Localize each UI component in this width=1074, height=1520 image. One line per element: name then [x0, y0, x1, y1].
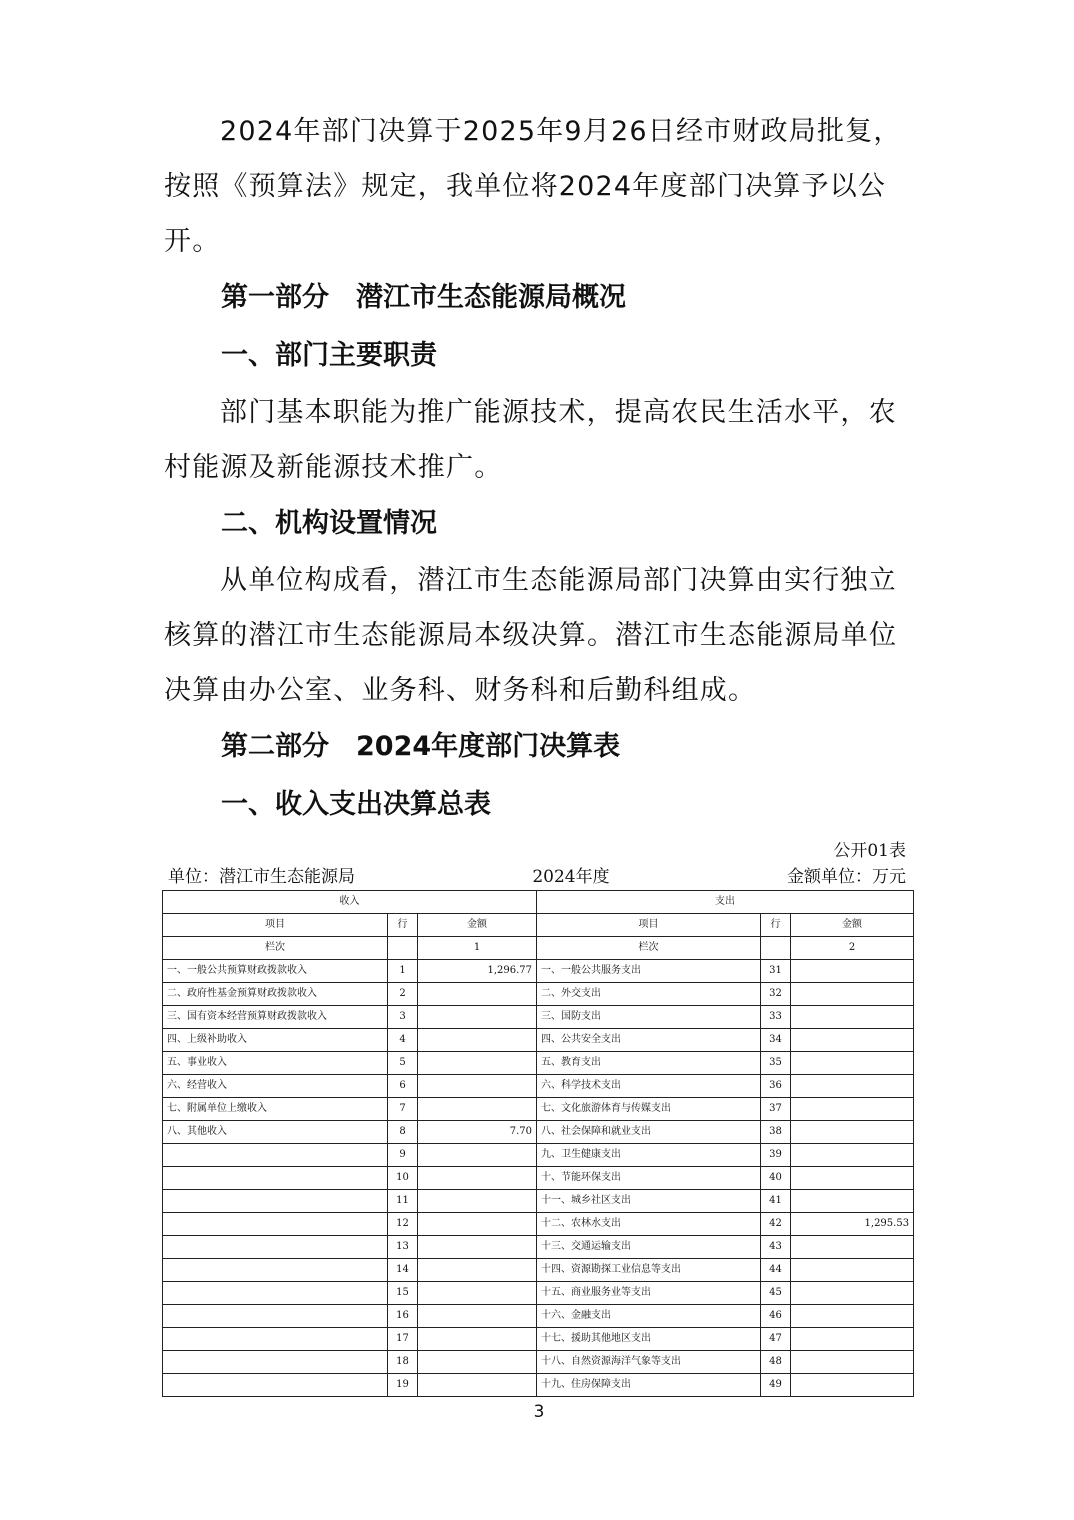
expense-amount-cell [791, 1282, 914, 1305]
expense-amount-cell [791, 1236, 914, 1259]
table-row [163, 1006, 914, 1029]
currency-label: 金额单位：万元 [786, 867, 906, 887]
income-item-cell: 五、事业收入 [163, 1052, 388, 1075]
income-amount-cell [418, 1190, 537, 1213]
income-amount-cell: 7.70 [418, 1121, 537, 1144]
table-column-number-row [163, 937, 914, 960]
table-row [163, 1374, 914, 1397]
empty-cell [388, 937, 418, 960]
expense-amount-cell [791, 1351, 914, 1374]
intro-paragraph [164, 104, 914, 269]
expense-amount-cell [791, 983, 914, 1006]
section1-title: 一、部门主要职责 [221, 340, 437, 371]
expense-amount-cell: 1,295.53 [791, 1213, 914, 1236]
table-row [163, 1052, 914, 1075]
income-amount-cell [418, 1144, 537, 1167]
income-line-cell: 19 [388, 1374, 418, 1397]
expense-amount-cell [791, 1052, 914, 1075]
income-line-cell: 6 [388, 1075, 418, 1098]
expense-item-cell: 九、卫生健康支出 [537, 1144, 761, 1167]
income-line-cell: 5 [388, 1052, 418, 1075]
income-line-cell: 8 [388, 1121, 418, 1144]
income-item-cell [163, 1190, 388, 1213]
expense-line-cell: 40 [761, 1167, 791, 1190]
part1-title: 第一部分 潜江市生态能源局概况 [221, 282, 626, 313]
expense-amount-cell [791, 1190, 914, 1213]
expense-line-cell: 32 [761, 983, 791, 1006]
expense-line-cell: 47 [761, 1328, 791, 1351]
income-amount-cell [418, 983, 537, 1006]
expense-header: 支出 [537, 891, 914, 914]
income-amount-cell [418, 1305, 537, 1328]
income-amount-cell: 1,296.77 [418, 960, 537, 983]
income-item-cell: 二、政府性基金预算财政拨款收入 [163, 983, 388, 1006]
income-line-cell: 12 [388, 1213, 418, 1236]
expense-item-cell: 二、外交支出 [537, 983, 761, 1006]
expense-item-cell: 十五、商业服务业等支出 [537, 1282, 761, 1305]
section2-line: 决算由办公室、业务科、财务科和后勤科组成。 [164, 675, 757, 706]
income-line-cell: 4 [388, 1029, 418, 1052]
income-item-cell: 六、经营收入 [163, 1075, 388, 1098]
document-page [164, 0, 914, 1425]
expense-item-cell: 四、公共安全支出 [537, 1029, 761, 1052]
income-item-cell [163, 1236, 388, 1259]
income-item-cell [163, 1167, 388, 1190]
expense-item-cell: 八、社会保障和就业支出 [537, 1121, 761, 1144]
part2-title: 第二部分 2024年度部门决算表 [221, 731, 621, 762]
income-amount-cell [418, 1328, 537, 1351]
unit-label: 单位：潜江市生态能源局 [168, 867, 355, 887]
income-line-cell: 2 [388, 983, 418, 1006]
expense-item-cell: 十九、住房保障支出 [537, 1374, 761, 1397]
table-meta-row [164, 864, 914, 890]
expense-amount-cell [791, 1328, 914, 1351]
table-row [163, 1167, 914, 1190]
income-amount-cell [418, 1006, 537, 1029]
income-item-cell: 三、国有资本经营预算财政拨款收入 [163, 1006, 388, 1029]
expense-item-cell: 十二、农林水支出 [537, 1213, 761, 1236]
expense-amount-cell [791, 1121, 914, 1144]
income-amount-cell [418, 1351, 537, 1374]
income-item-cell [163, 1282, 388, 1305]
expense-col-number: 2 [791, 937, 914, 960]
income-line-cell: 17 [388, 1328, 418, 1351]
section1-paragraph [164, 385, 914, 495]
income-amount-cell [418, 1052, 537, 1075]
income-line-cell: 13 [388, 1236, 418, 1259]
expense-item-cell: 十、节能环保支出 [537, 1167, 761, 1190]
expense-col-label: 栏次 [537, 937, 761, 960]
income-item-cell: 七、附属单位上缴收入 [163, 1098, 388, 1121]
income-item-cell [163, 1259, 388, 1282]
section2-title: 二、机构设置情况 [221, 508, 437, 539]
table-row [163, 1144, 914, 1167]
table-group-header-row [163, 891, 914, 914]
expense-line-cell: 38 [761, 1121, 791, 1144]
expense-amount-cell [791, 1167, 914, 1190]
expense-amount-cell [791, 1374, 914, 1397]
table-column-header-row [163, 914, 914, 937]
section1-line: 部门基本职能为推广能源技术，提高农民生活水平，农 [220, 397, 897, 428]
page-number: 3 [533, 1402, 545, 1422]
table-row [163, 1305, 914, 1328]
intro-line: 开。 [164, 226, 221, 257]
table-row [163, 1259, 914, 1282]
income-line-header: 行 [388, 914, 418, 937]
income-amount-cell [418, 1374, 537, 1397]
income-expense-table [162, 890, 914, 1397]
table-row [163, 1029, 914, 1052]
table-row [163, 1213, 914, 1236]
table-title: 一、收入支出决算总表 [221, 789, 491, 820]
income-line-cell: 15 [388, 1282, 418, 1305]
expense-item-cell: 十三、交通运输支出 [537, 1236, 761, 1259]
table-row [163, 1236, 914, 1259]
expense-line-cell: 34 [761, 1029, 791, 1052]
income-amount-header: 金额 [418, 914, 537, 937]
income-item-cell [163, 1328, 388, 1351]
income-line-cell: 1 [388, 960, 418, 983]
table-row [163, 1328, 914, 1351]
year-label: 2024年度 [532, 867, 610, 887]
expense-amount-cell [791, 1098, 914, 1121]
expense-item-cell: 七、文化旅游体育与传媒支出 [537, 1098, 761, 1121]
section2-line: 从单位构成看，潜江市生态能源局部门决算由实行独立 [220, 565, 897, 596]
form-number: 公开01表 [833, 841, 906, 861]
expense-line-cell: 46 [761, 1305, 791, 1328]
income-item-cell: 一、一般公共预算财政拨款收入 [163, 960, 388, 983]
income-amount-cell [418, 1282, 537, 1305]
income-col-number: 1 [418, 937, 537, 960]
income-amount-cell [418, 1236, 537, 1259]
expense-line-cell: 35 [761, 1052, 791, 1075]
income-line-cell: 7 [388, 1098, 418, 1121]
expense-item-cell: 五、教育支出 [537, 1052, 761, 1075]
income-amount-cell [418, 1029, 537, 1052]
expense-item-cell: 三、国防支出 [537, 1006, 761, 1029]
expense-amount-cell [791, 1259, 914, 1282]
intro-line: 2024年部门决算于2025年9月26日经市财政局批复， [220, 116, 902, 147]
income-line-cell: 10 [388, 1167, 418, 1190]
income-amount-cell [418, 1213, 537, 1236]
expense-item-header: 项目 [537, 914, 761, 937]
income-amount-cell [418, 1075, 537, 1098]
income-item-cell: 四、上级补助收入 [163, 1029, 388, 1052]
expense-line-cell: 44 [761, 1259, 791, 1282]
expense-line-cell: 49 [761, 1374, 791, 1397]
section2-paragraph [164, 553, 914, 718]
income-item-cell [163, 1144, 388, 1167]
income-header: 收入 [163, 891, 537, 914]
expense-line-cell: 43 [761, 1236, 791, 1259]
income-item-cell [163, 1213, 388, 1236]
expense-line-cell: 33 [761, 1006, 791, 1029]
table-row [163, 1282, 914, 1305]
section1-line: 村能源及新能源技术推广。 [164, 452, 503, 483]
income-item-header: 项目 [163, 914, 388, 937]
expense-amount-cell [791, 1305, 914, 1328]
expense-item-cell: 十六、金融支出 [537, 1305, 761, 1328]
income-line-cell: 3 [388, 1006, 418, 1029]
expense-line-cell: 41 [761, 1190, 791, 1213]
expense-item-cell: 十一、城乡社区支出 [537, 1190, 761, 1213]
income-col-label: 栏次 [163, 937, 388, 960]
table-row [163, 1098, 914, 1121]
table-row [163, 1190, 914, 1213]
expense-line-header: 行 [761, 914, 791, 937]
table-row [163, 1121, 914, 1144]
table-row [163, 1351, 914, 1374]
expense-line-cell: 39 [761, 1144, 791, 1167]
expense-amount-cell [791, 960, 914, 983]
expense-amount-cell [791, 1029, 914, 1052]
intro-line: 按照《预算法》规定，我单位将2024年度部门决算予以公 [164, 171, 887, 202]
expense-line-cell: 31 [761, 960, 791, 983]
income-line-cell: 9 [388, 1144, 418, 1167]
section2-line: 核算的潜江市生态能源局本级决算。潜江市生态能源局单位 [164, 620, 898, 651]
expense-amount-header: 金额 [791, 914, 914, 937]
income-line-cell: 14 [388, 1259, 418, 1282]
income-line-cell: 18 [388, 1351, 418, 1374]
expense-item-cell: 十八、自然资源海洋气象等支出 [537, 1351, 761, 1374]
expense-amount-cell [791, 1006, 914, 1029]
table-row [163, 960, 914, 983]
expense-line-cell: 36 [761, 1075, 791, 1098]
expense-line-cell: 37 [761, 1098, 791, 1121]
income-line-cell: 11 [388, 1190, 418, 1213]
income-line-cell: 16 [388, 1305, 418, 1328]
income-item-cell: 八、其他收入 [163, 1121, 388, 1144]
expense-item-cell: 十四、资源勘探工业信息等支出 [537, 1259, 761, 1282]
expense-line-cell: 48 [761, 1351, 791, 1374]
income-item-cell [163, 1305, 388, 1328]
expense-line-cell: 45 [761, 1282, 791, 1305]
table-row [163, 983, 914, 1006]
expense-item-cell: 六、科学技术支出 [537, 1075, 761, 1098]
income-amount-cell [418, 1259, 537, 1282]
expense-item-cell: 一、一般公共服务支出 [537, 960, 761, 983]
expense-item-cell: 十七、援助其他地区支出 [537, 1328, 761, 1351]
empty-cell [761, 937, 791, 960]
income-item-cell [163, 1374, 388, 1397]
income-amount-cell [418, 1167, 537, 1190]
income-amount-cell [418, 1098, 537, 1121]
table-row [163, 1075, 914, 1098]
income-item-cell [163, 1351, 388, 1374]
expense-line-cell: 42 [761, 1213, 791, 1236]
expense-amount-cell [791, 1075, 914, 1098]
expense-amount-cell [791, 1144, 914, 1167]
